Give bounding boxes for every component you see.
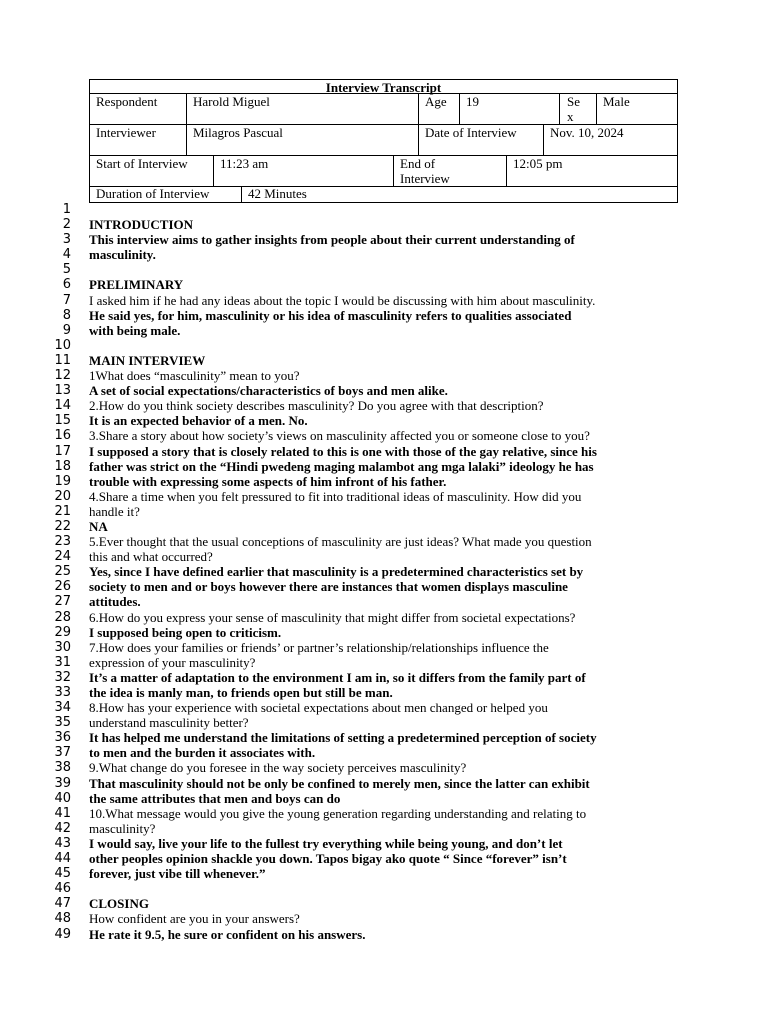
transcript-line [0, 730, 768, 745]
line-text: CLOSING [89, 896, 149, 912]
line-number: 22 [54, 518, 71, 534]
line-number: 2 [62, 217, 71, 233]
line-number: 14 [54, 398, 71, 414]
line-number: 10 [54, 337, 71, 353]
transcript-line [0, 323, 768, 338]
line-text: NA [89, 518, 108, 534]
line-number: 29 [54, 624, 71, 640]
respondent-value: Harold Miguel [187, 94, 419, 124]
transcript-line [0, 806, 768, 821]
line-text: expression of your masculinity? [89, 654, 256, 670]
interviewer-label: Interviewer [90, 125, 187, 155]
start-label: Start of Interview [90, 156, 214, 186]
duration-label: Duration of Interview [90, 187, 242, 202]
line-number: 46 [54, 881, 71, 897]
line-text: 10.What message would you give the young generation regarding understanding and relating to [89, 805, 587, 821]
line-text: masculinity. [89, 247, 156, 263]
transcript-line [0, 610, 768, 625]
line-number: 41 [54, 805, 71, 821]
line-number: 24 [54, 549, 71, 565]
age-label: Age [419, 94, 460, 124]
line-number: 31 [54, 654, 71, 670]
respondent-label: Respondent [90, 94, 187, 124]
line-text: INTRODUCTION [89, 217, 194, 233]
transcript-line [0, 293, 768, 308]
transcript-line [0, 353, 768, 368]
header-row-interviewer [89, 125, 678, 156]
transcript-line [0, 745, 768, 760]
line-text: father was strict on the “Hindi pwedeng maging malambot ang mga lalaki” ideology he has [89, 458, 594, 474]
line-number: 21 [54, 503, 71, 519]
transcript-line [0, 247, 768, 262]
line-text: 8.How has your experience with societal expectations about men changed or helped you [89, 700, 548, 716]
transcript-line [0, 383, 768, 398]
line-number: 48 [54, 911, 71, 927]
line-text: the idea is manly man, to friends open but still be man. [89, 685, 393, 700]
line-number: 39 [54, 775, 71, 791]
line-number: 6 [62, 277, 71, 293]
line-text: He rate it 9.5, he sure or confident on his answers. [89, 926, 366, 942]
line-number: 43 [54, 835, 71, 851]
line-text: other peoples opinion shackle you down. Tapos bigay ako quote “ Since “forever” isn’t [89, 851, 567, 867]
line-number: 19 [54, 473, 71, 489]
transcript-line [0, 911, 768, 926]
line-number: 28 [54, 609, 71, 625]
transcript-line [0, 428, 768, 443]
date-value: Nov. 10, 2024 [550, 125, 624, 140]
line-text: It is an expected behavior of a men. No. [89, 413, 308, 429]
transcript-line [0, 791, 768, 806]
transcript-line [0, 625, 768, 640]
line-text: 6.How do you express your sense of masculinity that might differ from societal expectations? [89, 609, 576, 625]
line-number: 15 [54, 413, 71, 429]
line-text: PRELIMINARY [89, 277, 184, 293]
transcript-line [0, 398, 768, 413]
transcript-line [0, 594, 768, 609]
line-number: 37 [54, 745, 71, 761]
transcript-line [0, 534, 768, 549]
line-number: 17 [54, 443, 71, 459]
line-number: 20 [54, 488, 71, 504]
line-number: 30 [54, 639, 71, 655]
line-text: I supposed being open to criticism. [89, 624, 282, 640]
line-text: Yes, since I have defined earlier that masculinity is a predetermined characteristics set by [89, 564, 584, 580]
transcript-line [0, 459, 768, 474]
interviewer-value: Milagros Pascual [187, 125, 419, 155]
line-number: 47 [54, 896, 71, 912]
transcript-line [0, 836, 768, 851]
transcript-line [0, 927, 768, 942]
transcript-line [0, 851, 768, 866]
transcript-line [0, 262, 768, 277]
line-number: 42 [54, 820, 71, 836]
line-number: 33 [54, 685, 71, 700]
line-text: the same attributes that men and boys can do [89, 790, 341, 806]
date-label: Date of Interview [419, 125, 544, 155]
sex-label-text: Se x [567, 94, 580, 124]
transcript-line [0, 232, 768, 247]
transcript-line [0, 308, 768, 323]
transcript-line [0, 760, 768, 775]
line-number: 12 [54, 368, 71, 384]
line-number: 49 [54, 926, 71, 942]
line-text: understand masculinity better? [89, 715, 249, 731]
transcript-line [0, 338, 768, 353]
line-text: I would say, live your life to the fullest try everything while being young, and don’t let [89, 835, 563, 851]
transcript-line [0, 519, 768, 534]
line-text: to men and the burden it associates with. [89, 745, 316, 761]
transcript-line [0, 579, 768, 594]
line-text: It has helped me understand the limitations of setting a predetermined perception of society [89, 730, 597, 746]
line-text: forever, just vibe till whenever.” [89, 866, 266, 882]
interview-header-table [89, 79, 678, 203]
line-number: 8 [62, 307, 71, 323]
line-text: 4.Share a time when you felt pressured to fit into traditional ideas of masculinity. How did you [89, 488, 582, 504]
header-row-times [89, 156, 678, 187]
end-value: 12:05 pm [513, 156, 563, 171]
line-text: How confident are you in your answers? [89, 911, 300, 927]
line-text: 3.Share a story about how society’s views on masculinity affected you or someone close to you? [89, 428, 590, 444]
transcript-line [0, 776, 768, 791]
line-text: masculinity? [89, 820, 156, 836]
line-number: 13 [54, 383, 71, 399]
line-text: This interview aims to gather insights from people about their current understanding of [89, 232, 575, 248]
line-text: 1What does “masculinity” mean to you? [89, 368, 300, 384]
transcript-line [0, 640, 768, 655]
transcript-lines [0, 202, 768, 942]
line-number: 26 [54, 579, 71, 595]
line-number: 1 [62, 202, 71, 217]
transcript-line [0, 896, 768, 911]
transcript-line [0, 715, 768, 730]
line-number: 3 [62, 232, 71, 248]
duration-value: 42 Minutes [248, 187, 307, 201]
line-text: MAIN INTERVIEW [89, 352, 206, 368]
line-text: this and what occurred? [89, 549, 213, 565]
transcript-line [0, 504, 768, 519]
transcript-line [0, 474, 768, 489]
transcript-line [0, 277, 768, 292]
line-text: It’s a matter of adaptation to the environment I am in, so it differs from the family part of [89, 669, 586, 685]
transcript-line [0, 368, 768, 383]
line-number: 5 [62, 262, 71, 278]
end-label [394, 156, 507, 186]
line-number: 35 [54, 715, 71, 731]
line-number: 34 [54, 700, 71, 716]
line-text: 5.Ever thought that the usual conceptions of masculinity are just ideas? What made you question [89, 534, 592, 550]
line-number: 27 [54, 594, 71, 610]
transcript-line [0, 866, 768, 881]
transcript-line [0, 489, 768, 504]
line-text: trouble with expressing some aspects of him infront of his father. [89, 473, 447, 489]
transcript-line [0, 685, 768, 700]
transcript-line [0, 881, 768, 896]
sex-label [560, 94, 597, 124]
line-text: He said yes, for him, masculinity or his idea of masculinity refers to qualities associated [89, 307, 572, 323]
transcript-line [0, 413, 768, 428]
age-value: 19 [460, 94, 560, 124]
transcript-line [0, 564, 768, 579]
line-number: 25 [54, 564, 71, 580]
line-text: A set of social expectations/characteristics of boys and men alike. [89, 383, 448, 399]
line-number: 38 [54, 760, 71, 776]
line-number: 16 [54, 428, 71, 444]
line-number: 36 [54, 730, 71, 746]
transcript-line [0, 202, 768, 217]
line-number: 7 [62, 292, 71, 308]
transcript-line [0, 217, 768, 232]
line-number: 23 [54, 534, 71, 550]
line-number: 4 [62, 247, 71, 263]
line-text: handle it? [89, 503, 140, 519]
transcript-line [0, 821, 768, 836]
line-number: 40 [54, 790, 71, 806]
header-row-duration [89, 187, 678, 203]
line-number: 32 [54, 669, 71, 685]
sex-value: Male [603, 94, 630, 109]
line-text: attitudes. [89, 594, 141, 610]
start-value: 11:23 am [214, 156, 394, 186]
line-text: That masculinity should not be only be confined to merely men, since the latter can exhibit [89, 775, 590, 791]
line-text: 2.How do you think society describes masculinity? Do you agree with that description? [89, 398, 544, 414]
line-text: I supposed a story that is closely related to this is one with those of the gay relative, since his [89, 443, 597, 459]
end-label-text: End of Interview [400, 156, 450, 186]
line-number: 44 [54, 851, 71, 867]
line-text: society to men and or boys however there are instances that women displays masculine [89, 579, 568, 595]
transcript-line [0, 549, 768, 564]
transcript-line [0, 655, 768, 670]
line-text: I asked him if he had any ideas about the topic I would be discussing with him about masculinity. [89, 292, 596, 308]
line-text: 9.What change do you foresee in the way society perceives masculinity? [89, 760, 467, 776]
line-number: 11 [54, 352, 71, 368]
line-text: with being male. [89, 322, 181, 338]
line-number: 18 [54, 458, 71, 474]
transcript-line [0, 670, 768, 685]
header-row-respondent [89, 94, 678, 125]
table-title: Interview Transcript [89, 79, 678, 94]
line-number: 9 [62, 322, 71, 338]
transcript-line [0, 444, 768, 459]
line-text: 7.How does your families or friends’ or partner’s relationship/relationships influence the [89, 639, 549, 655]
transcript-line [0, 700, 768, 715]
line-number: 45 [54, 866, 71, 882]
